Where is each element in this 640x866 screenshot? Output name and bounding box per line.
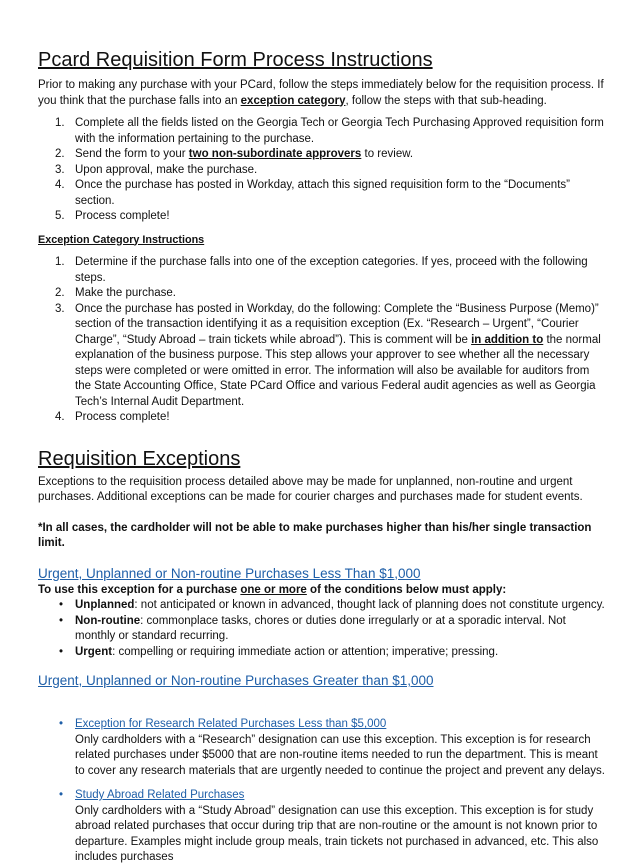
exception-instructions-heading: Exception Category Instructions (38, 233, 205, 246)
list-item (38, 147, 608, 163)
bullet-icon: • (59, 599, 64, 611)
step-number: 2. (55, 148, 65, 160)
step-number: 5. (55, 210, 65, 222)
transaction-limit-note: *In all cases, the cardholder will not be able to make purchases higher than his/her single transaction limit. (38, 521, 592, 549)
document-page (38, 48, 608, 866)
step-text: Upon approval, make the purchase. (75, 163, 258, 176)
step-number: 3. (55, 163, 65, 176)
step-text-a: Send the form to your (75, 148, 189, 160)
bullet-icon: • (59, 645, 64, 658)
step-text-c: to review. (361, 148, 414, 160)
list-item (38, 209, 608, 225)
step-number: 4. (55, 411, 65, 423)
list-item (38, 645, 608, 661)
research-exception-link[interactable]: Exception for Research Related Purchases Less than $5,000 (75, 718, 387, 730)
bullet-icon: • (59, 789, 64, 801)
list-item (38, 286, 608, 302)
process-steps-list (38, 116, 608, 225)
in-addition-emphasis: in addition to (471, 333, 544, 346)
conditions-lead (38, 583, 608, 599)
term-urgent: Urgent (75, 645, 113, 658)
one-or-more-emphasis: one or more (240, 583, 307, 596)
lead-text-c: of the conditions below must apply: (306, 583, 507, 596)
intro-text-a: Prior to making any purchase with your PCard, follow the steps immediately below for the requisition process. If you think that the purchase falls into an (38, 79, 604, 107)
page-title: Pcard Requisition Form Process Instructions (38, 49, 433, 71)
research-exception-text: Only cardholders with a “Research” designation can use this exception. This exception is for research related purchases under $5000 that are non-routine items needed to run the department. This is meant to cover any research materials that are urgently needed to continue the project and prevent any delays. (75, 733, 605, 777)
step-text: Process complete! (75, 210, 170, 222)
list-item (38, 116, 608, 147)
bullet-icon: • (59, 614, 64, 627)
less-than-1000-heading: Urgent, Unplanned or Non-routine Purchases Less Than $1,000 (38, 565, 421, 581)
list-item (38, 302, 608, 411)
step-text-c: the normal explanation of the business purpose. This step allows your approver to see whether all the necessary steps were completed or were omitted in error. The information will also be available for auditors from the State Accounting Office, State PCard Office and various Federal audit agencies as well as Georgia Tech’s Internal Audit Department. (75, 333, 601, 408)
study-abroad-text: Only cardholders with a “Study Abroad” designation can use this exception. This exception is for study abroad related purchases that occur during trip that are non-routine or the amount is not known prior to departure. Examples might include group meals, train tickets not purchased in advanced, etc. This also includes purchases (75, 804, 599, 863)
list-item (38, 178, 608, 209)
step-number: 4. (55, 179, 65, 191)
list-item (38, 163, 608, 179)
term-nonroutine: Non-routine (75, 614, 141, 627)
study-abroad-item (38, 788, 608, 866)
research-exception-item (38, 717, 608, 779)
list-item (38, 255, 608, 286)
list-item (38, 614, 608, 645)
step-number: 3. (55, 302, 65, 315)
definition-urgent: : compelling or requiring immediate action or attention; imperative; pressing. (112, 645, 499, 658)
step-text: Determine if the purchase falls into one of the exception categories. If yes, proceed with the following steps. (75, 256, 588, 284)
definition-unplanned: : not anticipated or known in advanced, thought lack of planning does not constitute urgency. (134, 599, 605, 611)
step-text-a: Once the purchase has posted in Workday, do the following: Complete the “Business Purpose (Memo)” section of the transaction identifying it as a requisition exception (Ex. “Research – Urgent”, “Courier Charge”, “Study Abroad – train tickets while abroad”). This is comment will be (75, 302, 599, 346)
step-number: 1. (55, 256, 65, 268)
step-number: 1. (55, 117, 65, 129)
step-text: Complete all the fields listed on the Georgia Tech or Georgia Tech Purchasing Approved requisition form with the information pertaining to the purchase. (75, 117, 604, 145)
step-text: Make the purchase. (75, 287, 177, 299)
term-unplanned: Unplanned (75, 599, 135, 611)
list-item (38, 410, 608, 426)
lead-text-a: To use this exception for a purchase (38, 583, 241, 596)
intro-text-b: , follow the steps with that sub-heading. (345, 94, 547, 107)
study-abroad-link[interactable]: Study Abroad Related Purchases (75, 789, 245, 801)
list-item (38, 598, 608, 614)
conditions-list (38, 598, 608, 660)
step-text: Process complete! (75, 411, 170, 423)
greater-than-1000-heading: Urgent, Unplanned or Non-routine Purchases Greater than $1,000 (38, 673, 434, 688)
exception-steps-list (38, 255, 608, 426)
intro-paragraph (38, 78, 608, 109)
exceptions-intro: Exceptions to the requisition process detailed above may be made for unplanned, non-routine and urgent purchases. Additional exceptions can be made for courier charges and purchases made for student events. (38, 475, 583, 503)
bullet-icon: • (59, 718, 64, 730)
requisition-exceptions-title: Requisition Exceptions (38, 447, 241, 470)
definition-nonroutine: : commonplace tasks, chores or duties done irregularly or at a sporadic interval. Not monthly or standard recurring. (75, 614, 566, 642)
exception-category-emphasis: exception category (240, 94, 346, 107)
step-text: Once the purchase has posted in Workday, attach this signed requisition form to the “Documents” section. (75, 179, 570, 207)
step-number: 2. (55, 287, 65, 299)
approvers-emphasis: two non-subordinate approvers (188, 148, 362, 160)
